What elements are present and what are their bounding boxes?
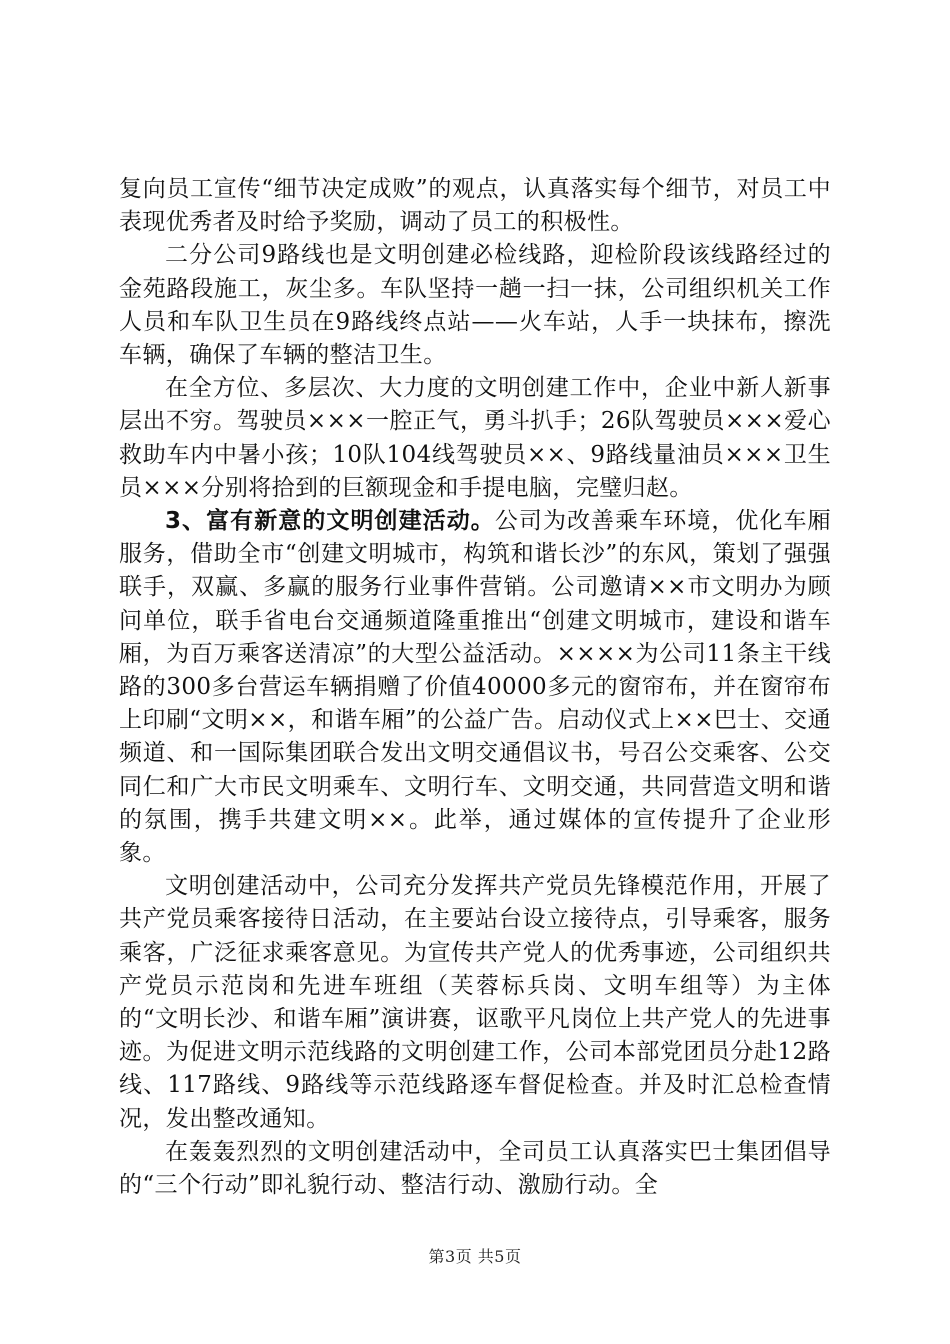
section-body: 公司为改善乘车环境，优化车厢服务，借助全市“创建文明城市，构筑和谐长沙”的东风，策划了强强联手，双赢、多赢的服务行业事件营销。公司邀请××市文明办为顾问单位，联手省电台交通频道隆重推出“创建文明城市，建设和谐车厢，为百万乘客送清凉”的大型公益活动。××××为公司11条主干线路的300多台营运车辆捐赠了价值40000多元的窗帘布，并在窗帘布上印刷“文明××，和谐车厢”的公益广告。启动仪式上××巴士、交通频道、和一国际集团联合发出文明交通倡议书，号召公交乘客、公交同仁和广大市民文明乘车、文明行车、文明交通，共同营造文明和谐的氛围，携手共建文明××。此举，通过媒体的宣传提升了企业形象。 [119,508,831,867]
paragraph-party-members: 文明创建活动中，公司充分发挥共产党员先锋模范作用，开展了共产党员乘客接待日活动，在主要站台设立接待点，引导乘客，服务乘客，广泛征求乘客意见。为宣传共产党人的优秀事迹，公司组织共产党员示范岗和先进车班组（芙蓉标兵岗、文明车组等）为主体的“文明长沙、和谐车厢”演讲赛，讴歌平凡岗位上共产党人的先进事迹。为促进文明示范线路的文明创建工作，公司本部党团员分赴12路线、117路线、9路线等示范线路逐车督促检查。并及时汇总检查情况，发出整改通知。 [119,873,831,1132]
section-heading: 3、富有新意的文明创建活动。 [165,508,495,535]
paragraph-new-people: 在全方位、多层次、大力度的文明创建工作中，企业中新人新事层出不穷。驾驶员×××一腔正气，勇斗扒手；26队驾驶员×××爱心救助车内中暑小孩；10队104线驾驶员××、9路线量油员×××卫生员×××分别将拾到的巨额现金和手提电脑，完璧归赵。 [119,375,831,501]
paragraph-continuation: 复向员工宣传“细节决定成败”的观点，认真落实每个细节，对员工中表现优秀者及时给予奖励，调动了员工的积极性。 [119,176,831,236]
page-footer: 第3页 共5页 [428,1247,522,1266]
document-body [119,173,831,1202]
paragraph-route-9: 二分公司9路线也是文明创建必检线路，迎检阶段该线路经过的金苑路段施工，灰尘多。车队坚持一趟一扫一抹，公司组织机关工作人员和车队卫生员在9路线终点站——火车站，人手一块抹布，擦洗车辆，确保了车辆的整洁卫生。 [119,242,831,369]
paragraph-three-actions: 在轰轰烈烈的文明创建活动中，全司员工认真落实巴士集团倡导的“三个行动”即礼貌行动、整洁行动、激励行动。全 [119,1138,831,1199]
paragraph-section-3 [119,505,831,870]
